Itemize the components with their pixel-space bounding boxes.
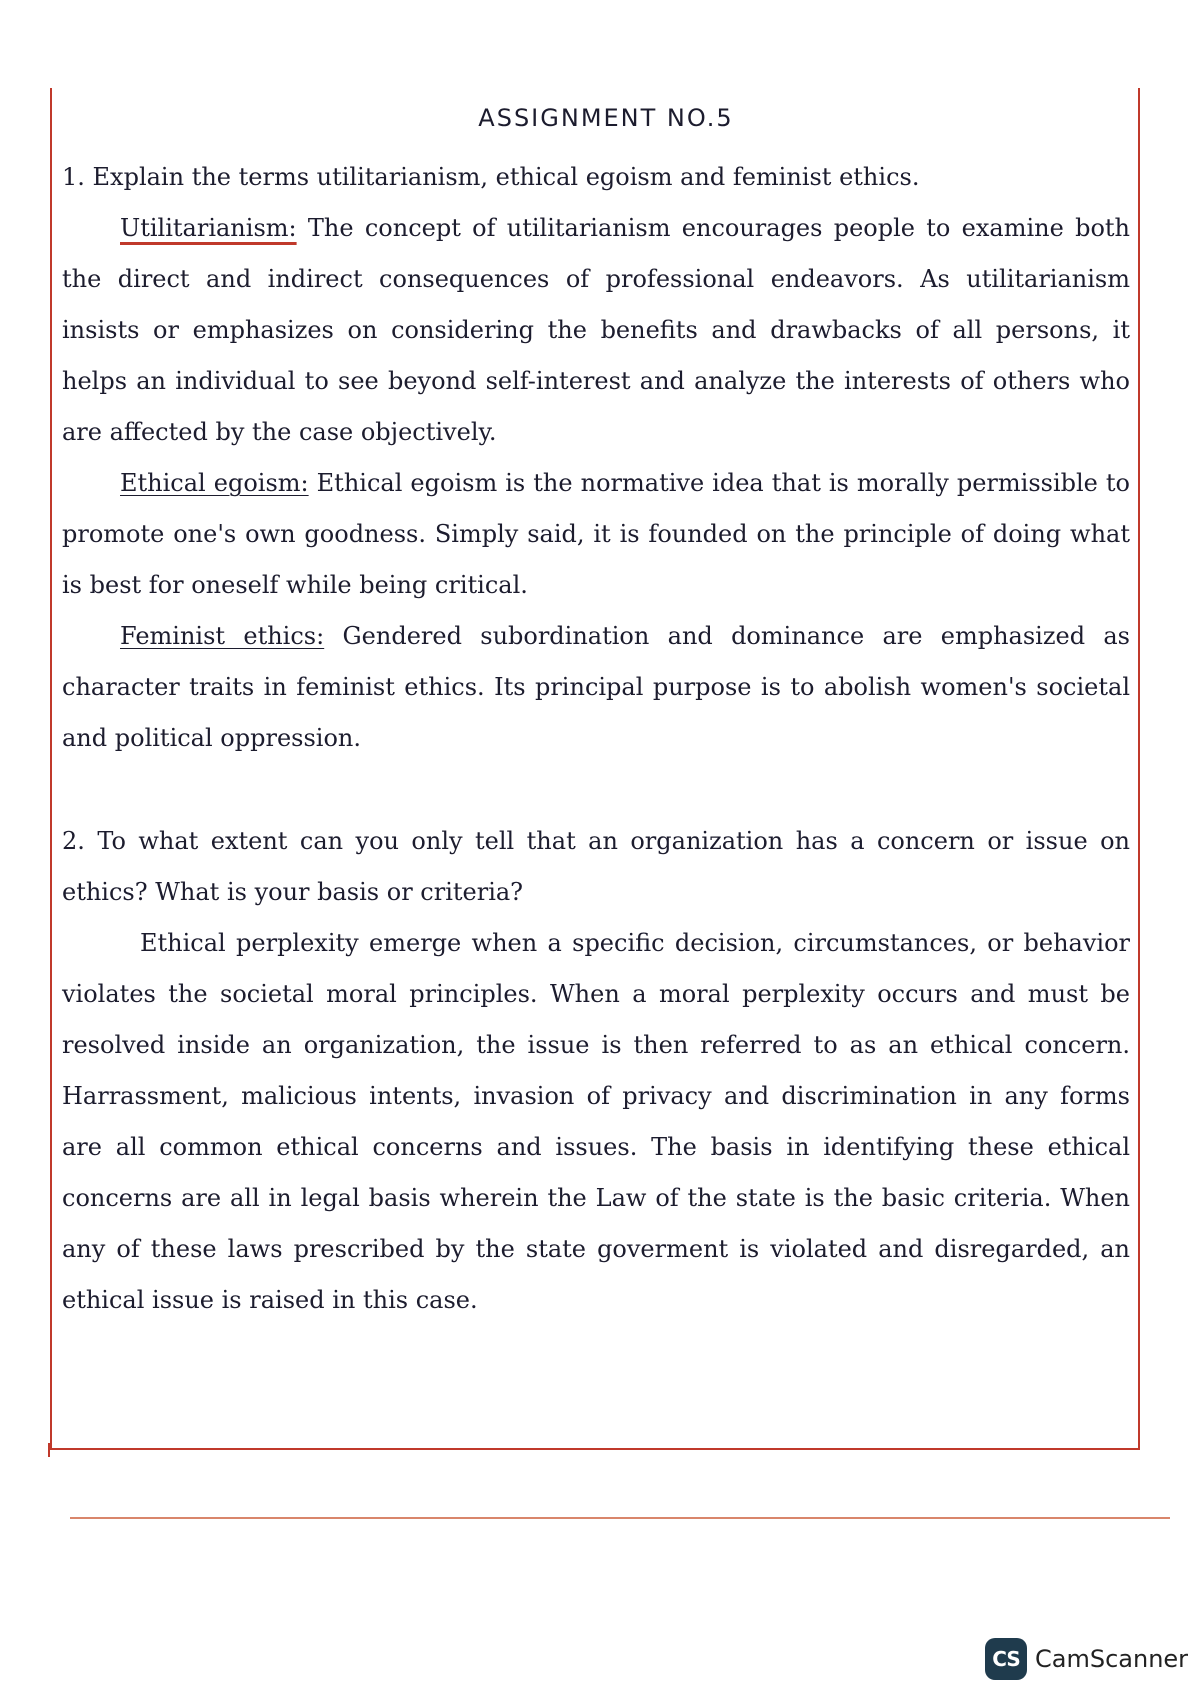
handwritten-content: [62, 104, 1130, 1326]
feminist-ethics-paragraph: [62, 611, 1130, 764]
camscanner-name: CamScanner: [1035, 1645, 1189, 1673]
scan-separator-line: [70, 1517, 1170, 1519]
feminist-ethics-term: Feminist ethics:: [120, 622, 325, 650]
ethical-egoism-paragraph: [62, 458, 1130, 611]
camscanner-watermark: [985, 1638, 1188, 1680]
question-2: 2. To what extent can you only tell that an organization has a concern or issue on ethics? What is your basis or criteria?: [62, 827, 1130, 906]
camscanner-logo-icon: CS: [985, 1638, 1027, 1680]
assignment-title: ASSIGNMENT NO.5: [478, 104, 734, 132]
page-border-tail: [48, 1443, 62, 1457]
utilitarianism-paragraph: [62, 203, 1130, 458]
feminist-ethics-text: Gendered subordination and dominance are emphasized as character traits in feminist ethics. Its principal purpose is to abolish women's societal and political oppression.: [62, 622, 1130, 752]
question-2-answer: Ethical perplexity emerge when a specific decision, circumstances, or behavior violates the societal moral principles. When a moral perplexity occurs and must be resolved inside an organization, the issue is then referred to as an ethical concern. Harrassment, malicious intents, invasion of privacy and discrimination in any forms are all common ethical concerns and issues. The basis in identifying these ethical concerns are all in legal basis wherein the Law of the state is the basic criteria. When any of these laws prescribed by the state goverment is violated and disregarded, an ethical issue is raised in this case.: [62, 929, 1130, 1314]
section-gap: [62, 764, 1130, 816]
ethical-egoism-text: Ethical egoism is the normative idea that is morally permissible to promote one's own goodness. Simply said, it is founded on the principle of doing what is best for oneself while being critical.: [62, 469, 1131, 599]
utilitarianism-text: The concept of utilitarianism encourages people to examine both the direct and indirect consequences of professional endeavors. As utilitarianism insists or emphasizes on considering the benefits and drawbacks of all persons, it helps an individual to see beyond self-interest and analyze the interests of others who are affected by the case objectively.: [62, 214, 1130, 446]
question-1: 1. Explain the terms utilitarianism, ethical egoism and feminist ethics.: [62, 163, 920, 191]
utilitarianism-term: Utilitarianism:: [120, 214, 297, 242]
ethical-egoism-term: Ethical egoism:: [120, 469, 309, 497]
